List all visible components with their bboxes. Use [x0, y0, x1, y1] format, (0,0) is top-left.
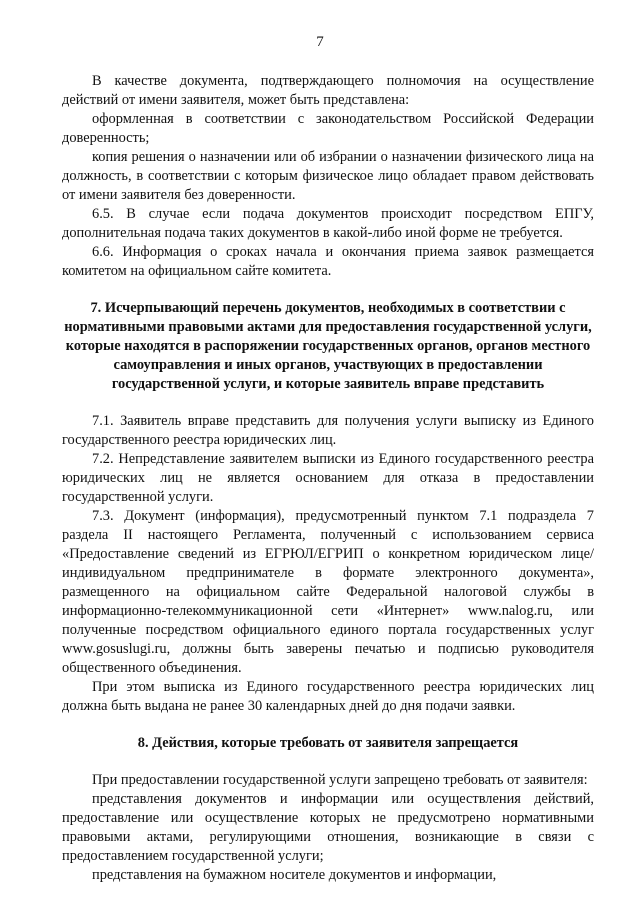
- paragraph-7-1: 7.1. Заявитель вправе представить для получения услуги выписку из Единого государственного реестра юридических лиц.: [62, 413, 594, 448]
- paragraph-prohibited-documents: представления документов и информации или осуществления действий, предоставление или осуществление которых не предусмотрено нормативными правовыми актами, регулирующими отношения, возникающие в связи с предоставлением государственной услуги;: [62, 791, 594, 864]
- paragraph-7-3: 7.3. Документ (информация), предусмотренный пунктом 7.1 подраздела 7 раздела II настоящего Регламента, полученный с использованием сервиса «Предоставление сведений из ЕГРЮЛ/ЕГРИП о конкретном юридическом лице/индивидуальном предпринимателе в формате электронного документа», размещенного на официальном сайте Федеральной налоговой службы в информационно-телекоммуникационной сети «Интернет» www.nalog.ru, или полученные посредством официального единого портала государственных услуг www.gosuslugi.ru, должны быть заверены печатью и подписью руководителя общественного объединения.: [62, 508, 594, 676]
- paragraph-paper-documents: представления на бумажном носителе документов и информации,: [92, 867, 497, 883]
- section-8-heading: 8. Действия, которые требовать от заявителя запрещается: [137, 735, 519, 751]
- paragraph-power-of-attorney: оформленная в соответствии с законодательством Российской Федерации доверенность;: [62, 111, 594, 146]
- page-number: 7: [316, 34, 324, 50]
- section-7-heading: 7. Исчерпывающий перечень документов, необходимых в соответствии с нормативными правовыми актами для предоставления государственной услуги, которые находятся в распоряжении государственных органов, органов местного самоуправления и иных органов, участвующих в предоставлении государственной услуги, и которые заявитель вправе представить: [64, 300, 592, 392]
- paragraph-7-2: 7.2. Непредставление заявителем выписки из Единого государственного реестра юридических лиц не является основанием для отказа в предоставлении государственной услуги.: [62, 451, 594, 505]
- paragraph-appointment-decision: копия решения о назначении или об избрании о назначении физического лица на должность, в соответствии с которым физическое лицо обладает правом действовать от имени заявителя без доверенности.: [62, 149, 594, 203]
- paragraph-6-5: 6.5. В случае если подача документов происходит посредством ЕПГУ, дополнительная подача таких документов в какой-либо иной форме не требуется.: [62, 206, 594, 241]
- document-body: [62, 72, 594, 885]
- paragraph-authority-documents: В качестве документа, подтверждающего полномочия на осуществление действий от имени заявителя, может быть представлена:: [62, 73, 594, 108]
- paragraph-prohibited-intro: При предоставлении государственной услуги запрещено требовать от заявителя:: [92, 772, 588, 788]
- paragraph-6-6: 6.6. Информация о сроках начала и окончания приема заявок размещается комитетом на официальном сайте комитета.: [62, 244, 594, 279]
- paragraph-extract-validity: При этом выписка из Единого государственного реестра юридических лиц должна быть выдана не ранее 30 календарных дней до дня подачи заявки.: [62, 679, 594, 714]
